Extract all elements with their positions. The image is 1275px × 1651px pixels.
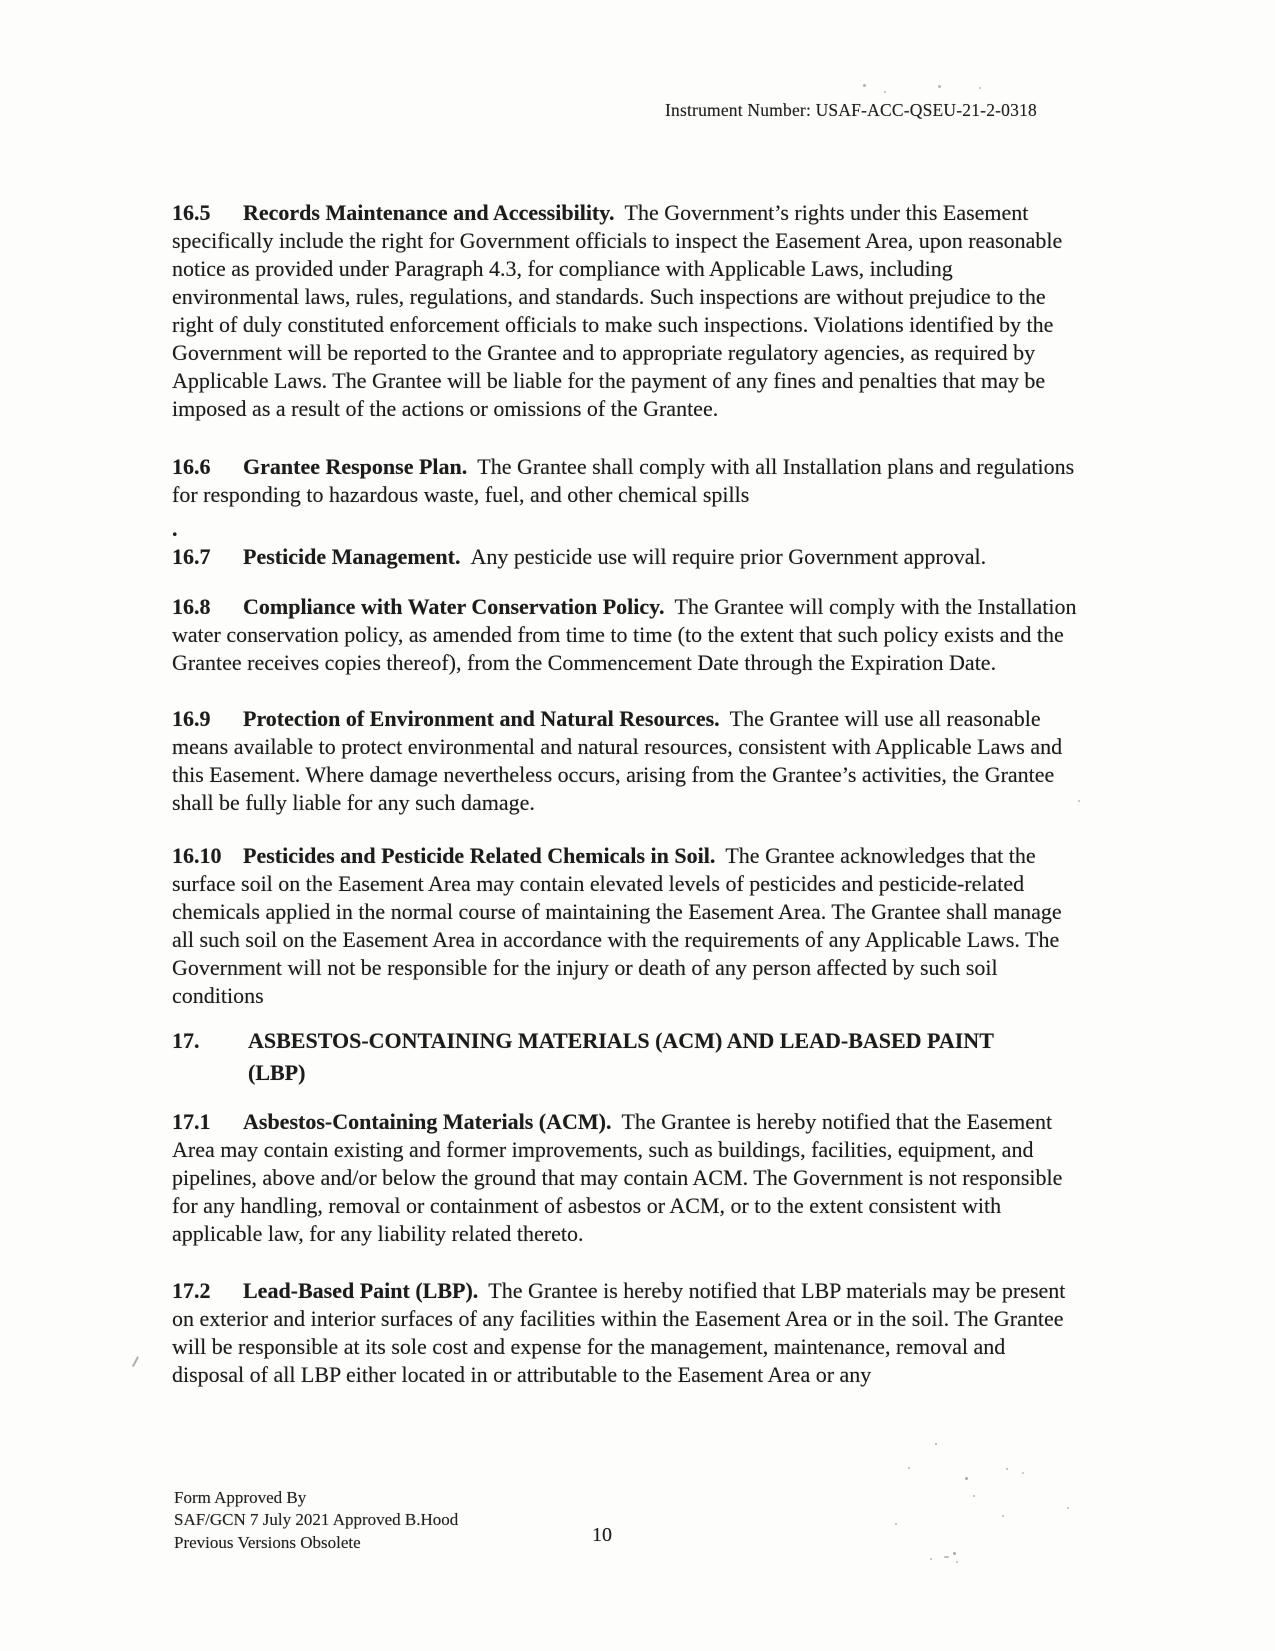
- section-number: 16.10: [172, 843, 222, 868]
- section-text: The Government’s rights under this Easement specifically include the right for Government officials to inspect the Easement Area, upon reasonable notice as provided under Paragraph 4.3, for compliance with Applicable Laws, including environmental laws, rules, regulations, and standards. Such inspections are without prejudice to the right of duly constituted enforcement officials to make such inspections. Violations identified by the Government will be reported to the Grantee and to appropriate regulatory agencies, as required by Applicable Laws. The Grantee will be liable for the payment of any fines and penalties that may be imposed as a result of the actions or omissions of the Grantee.: [172, 200, 1063, 421]
- section-text: The Grantee will use all reasonable means available to protect environmental and natural resources, consistent with Applicable Laws and this Easement. Where damage nevertheless occurs, arising from the Grantee’s activities, the Grantee shall be fully liable for any such damage.: [172, 706, 1063, 815]
- section-text: The Grantee will comply with the Installation water conservation policy, as amended from time to time (to the extent that such policy exists and the Grantee receives copies thereof), from the Commencement Date through the Expiration Date.: [172, 594, 1077, 675]
- section-text: The Grantee shall comply with all Installation plans and regulations for responding to hazardous waste, fuel, and other chemical spills: [172, 454, 1075, 507]
- section-text: The Grantee acknowledges that the surface soil on the Easement Area may contain elevated levels of pesticides and pesticide-related chemicals applied in the normal course of maintaining the Easement Area. The Grantee shall manage all such soil on the Easement Area in accordance with the requirements of any Applicable Laws. The Government will not be responsible for the injury or death of any person affected by such soil conditions: [172, 843, 1062, 1008]
- footer-form-approved: Form Approved By: [174, 1488, 307, 1507]
- section-16-7: [172, 543, 1082, 571]
- section-text: The Grantee is hereby notified that the Easement Area may contain existing and former improvements, such as buildings, facilities, equipment, and pipelines, above and/or below the ground that may contain ACM. The Government is not responsible for any handling, removal or containment of asbestos or ACM, or to the extent consistent with applicable law, for any liability related thereto.: [172, 1109, 1063, 1246]
- section-17-2: [172, 1277, 1082, 1389]
- scan-artifact: [930, 1558, 932, 1560]
- section-text: The Grantee is hereby notified that LBP materials may be present on exterior and interior surfaces of any facilities within the Easement Area or in the soil. The Grantee will be responsible at its sole cost and expense for the management, maintenance, removal and disposal of all LBP either located in or attributable to the Easement Area or any: [172, 1278, 1066, 1387]
- instrument-number: Instrument Number: USAF-ACC-QSEU-21-2-0318: [665, 100, 1037, 120]
- document-footer: [174, 1487, 458, 1554]
- section-17-heading: [172, 1025, 1082, 1089]
- section-title: Compliance with Water Conservation Policy.: [243, 594, 665, 619]
- footer-obsolete-line: Previous Versions Obsolete: [174, 1533, 361, 1552]
- section-title: Lead-Based Paint (LBP).: [243, 1278, 479, 1303]
- scan-artifact: [979, 87, 981, 89]
- section-17-1: [172, 1108, 1082, 1248]
- scan-artifact: [895, 1523, 897, 1525]
- footer-approval-line: SAF/GCN 7 July 2021 Approved B.Hood: [174, 1509, 459, 1529]
- scan-artifact: [1006, 1468, 1008, 1470]
- scan-artifact: [1067, 1507, 1069, 1509]
- scan-artifact: [908, 1467, 910, 1469]
- scan-artifact: [1022, 1472, 1024, 1474]
- stray-period: .: [172, 516, 178, 541]
- section-number: 16.8: [172, 594, 211, 619]
- section-title: Pesticide Management.: [243, 544, 461, 569]
- section-title: Pesticides and Pesticide Related Chemicals in Soil.: [243, 843, 716, 868]
- section-16-8: [172, 593, 1082, 677]
- document-body: [172, 199, 1082, 1389]
- section-title: Protection of Environment and Natural Resources.: [243, 706, 720, 731]
- section-16-10: [172, 842, 1082, 1010]
- section-16-5: [172, 199, 1082, 423]
- page-number: 10: [592, 1524, 612, 1546]
- scan-artifact: [132, 1356, 146, 1370]
- scan-artifact: [973, 1495, 975, 1497]
- heading-line-1: ASBESTOS-CONTAINING MATERIALS (ACM) AND LEAD-BASED PAINT: [248, 1028, 994, 1053]
- section-number: 16.6: [172, 454, 211, 479]
- section-text: Any pesticide use will require prior Government approval.: [470, 544, 987, 569]
- section-16-6: [172, 453, 1082, 509]
- scan-artifact: [965, 1477, 968, 1480]
- scan-artifact: [956, 1561, 958, 1563]
- scan-artifact: [1002, 1515, 1004, 1517]
- section-16-9: [172, 705, 1082, 817]
- section-number: 17.1: [172, 1109, 211, 1134]
- section-number: 16.7: [172, 544, 211, 569]
- section-title: Asbestos-Containing Materials (ACM).: [243, 1109, 612, 1134]
- scan-artifact: [884, 91, 886, 93]
- scan-artifact: [944, 1556, 949, 1558]
- scan-artifact: [953, 1552, 956, 1555]
- scan-artifact: [863, 84, 866, 87]
- section-title: Records Maintenance and Accessibility.: [243, 200, 615, 225]
- heading-line-2: (LBP): [248, 1060, 306, 1085]
- section-title: Grantee Response Plan.: [243, 454, 468, 479]
- section-number: 16.9: [172, 706, 211, 731]
- scan-artifact: [935, 1443, 937, 1445]
- section-number: 17.2: [172, 1278, 211, 1303]
- section-number: 17.: [172, 1028, 200, 1053]
- scan-artifact: [938, 85, 941, 88]
- section-number: 16.5: [172, 200, 211, 225]
